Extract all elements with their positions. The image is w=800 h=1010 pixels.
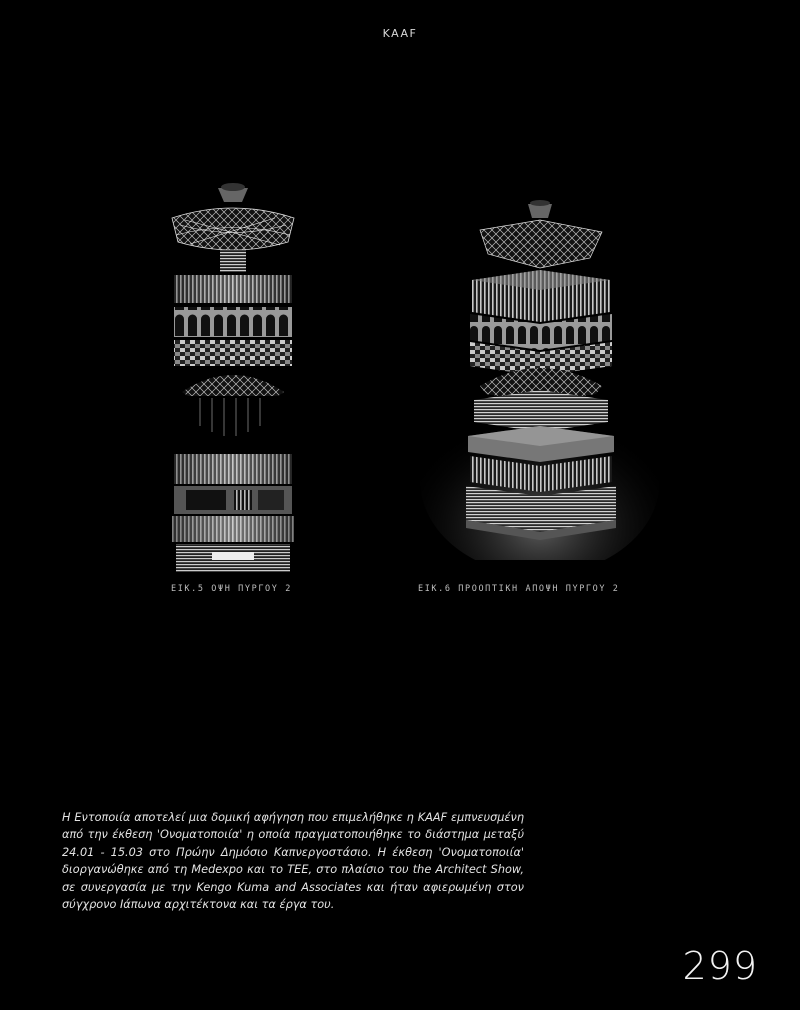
tower-elevation-figure [160,180,305,575]
running-header: KAAF [382,27,418,40]
figure-caption: ΕΙΚ.6 ΠΡΟΟΠΤΙΚΗ ΑΠΟΨΗ ΠΥΡΓΟΥ 2 [418,584,620,594]
figure-caption: ΕΙΚ.5 ΟΨΗ ΠΥΡΓΟΥ 2 [171,584,292,594]
body-paragraph: Η Εντοποιία αποτελεί μια δομική αφήγηση που επιμελήθηκε η KAAF εμπνευσμένη από την έκθεση 'Ονοματοποιία' η οποία πραγματοποιήθηκε το διάστημα μεταξύ 24.01 - 15.03 στο Πρώην Δημόσιο Καπνεργοστάσιο. Η έκθεση 'Ονοματοποιία' διοργανώθηκε από τη Medexpo και το ΤΕΕ, στο πλαίσιο του the Architect Show, σε συνεργασία με την Kengo Kuma and Associates και ήταν αφιερωμένη στον σύγχρονο Ιάπωνα αρχιτέκτονα και τα έργα του. [62,811,524,912]
tower-perspective-figure [420,190,660,560]
page-number: 299 [682,944,758,988]
